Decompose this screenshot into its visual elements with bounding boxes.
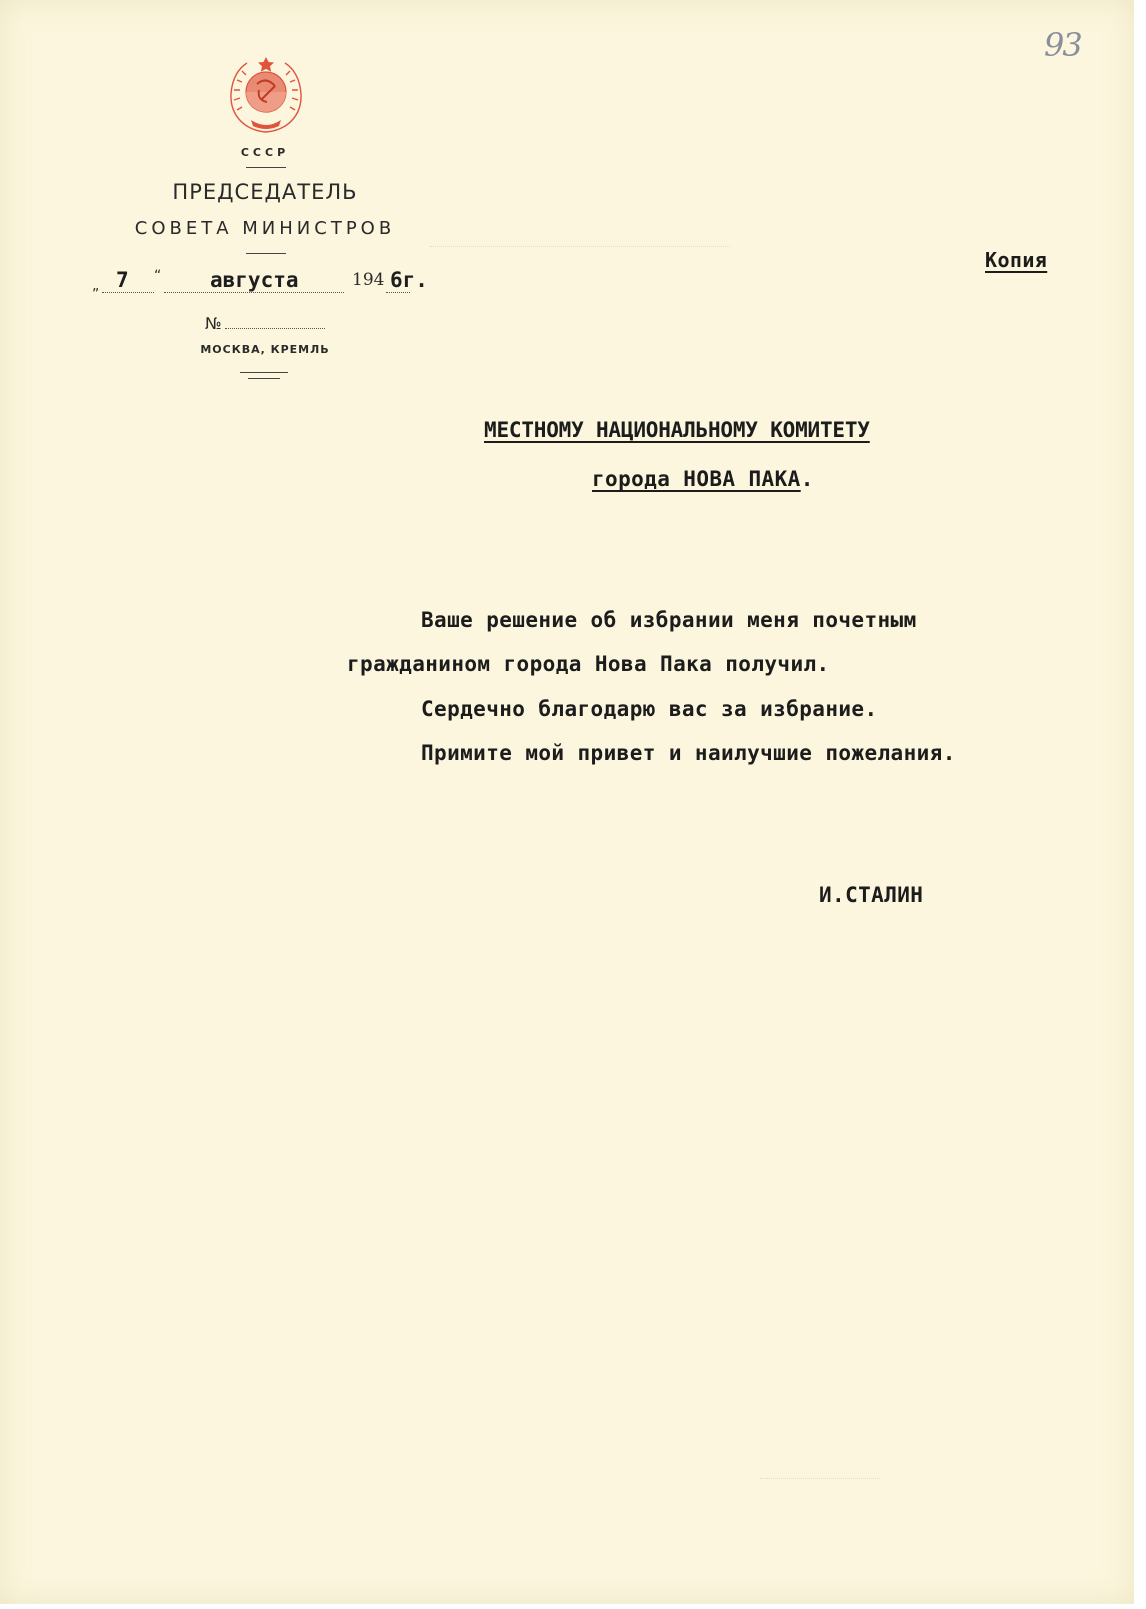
- body-line-4: Примите мой привет и наилучшие пожелания.: [421, 741, 956, 765]
- date-month: августа: [210, 268, 299, 292]
- body-line-3: Сердечно благодарю вас за избрание.: [421, 697, 878, 721]
- date-day: 7: [116, 268, 129, 292]
- date-open-quote: „: [92, 278, 100, 294]
- date-year-suffix: 6г.: [390, 268, 428, 292]
- location-label: МОСКВА, КРЕМЛЬ: [200, 343, 330, 356]
- coat-of-arms-emblem: [225, 54, 307, 138]
- addressee-line-1: МЕСТНОМУ НАЦИОНАЛЬНОМУ КОМИТЕТУ: [484, 418, 870, 442]
- scan-margin-bottom: [0, 1604, 1146, 1609]
- divider: [246, 253, 286, 254]
- letterhead-subtitle: СОВЕТА МИНИСТРОВ: [134, 218, 396, 239]
- date-year-prefix: 194: [352, 270, 385, 290]
- date-day-field: [102, 292, 154, 293]
- number-label: №: [205, 314, 222, 333]
- bleed-through-mark: [430, 246, 730, 247]
- divider: [240, 372, 288, 373]
- divider: [248, 378, 280, 379]
- date-year-field: [386, 292, 410, 293]
- date-close-quote: “: [154, 268, 162, 284]
- body-line-1: Ваше решение об избрании меня почетным: [421, 608, 917, 632]
- letterhead-title: ПРЕДСЕДАТЕЛЬ: [172, 180, 358, 204]
- addressee-city: города НОВА ПАКА: [592, 467, 801, 491]
- date-month-field: [164, 292, 344, 293]
- country-label: СССР: [240, 146, 290, 159]
- signature: И.СТАЛИН: [819, 883, 924, 907]
- divider: [246, 167, 286, 168]
- number-field: [225, 328, 325, 329]
- scan-margin-right: [1134, 0, 1146, 1609]
- page-number: 93: [1044, 26, 1081, 64]
- copy-mark: Копия: [985, 248, 1048, 272]
- addressee-line-2: [592, 467, 814, 491]
- number-line: [205, 314, 222, 338]
- body-line-2: гражданином города Нова Пака получил.: [347, 652, 830, 676]
- date-line: [92, 270, 432, 300]
- bleed-through-mark: [760, 1478, 880, 1479]
- addressee-period: .: [800, 467, 814, 491]
